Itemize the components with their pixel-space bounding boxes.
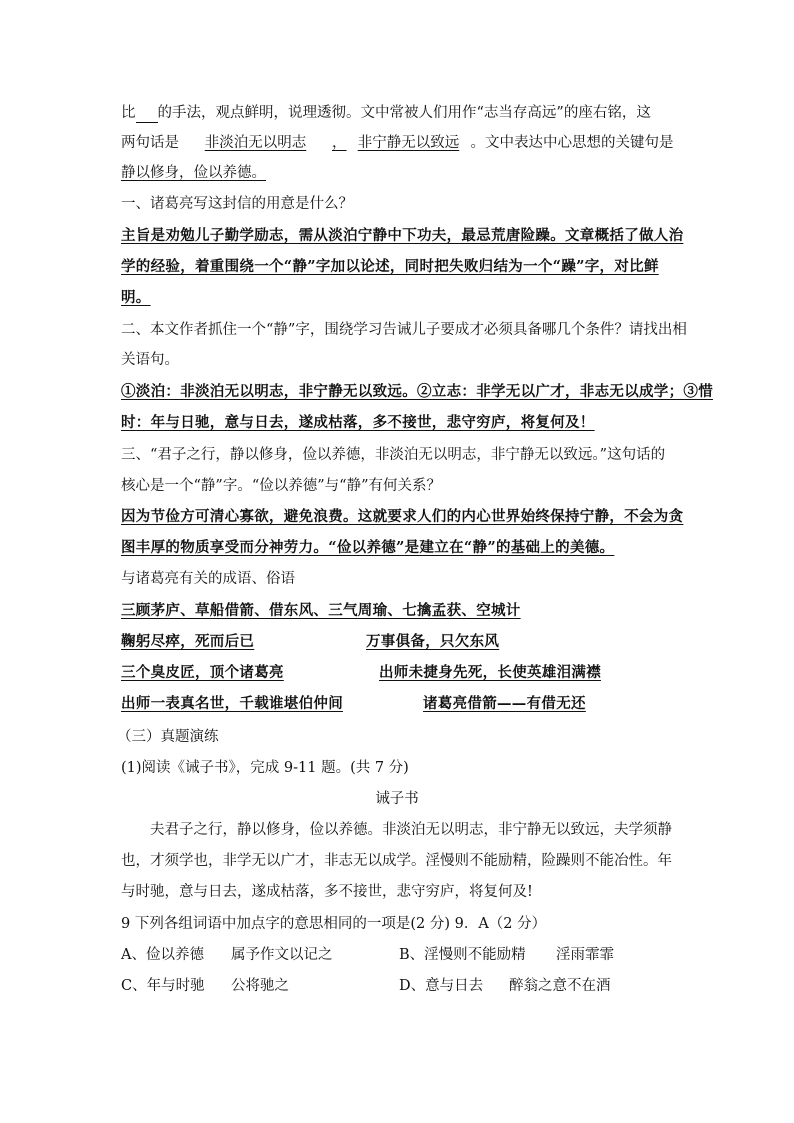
option-c-label: C、年与时驰 — [121, 978, 205, 994]
idiom-item: 出师未捷身先死，长使英雄泪满襟 — [379, 664, 601, 681]
idioms-row-2 — [121, 632, 499, 652]
answer-2-line-1: ①淡泊：非淡泊无以明志，非宁静无以致远。②立志：非学无以广才，非志无以成学；③惜 — [121, 383, 713, 400]
idioms-row-4 — [121, 694, 586, 714]
question-9: 9 下列各组词语中加点字的意思相同的一项是(2 分) 9．A（2 分） — [121, 916, 547, 932]
option-c-pair: 公将驰之 — [231, 978, 289, 994]
intro-line1-prefix: 比 — [121, 105, 136, 121]
intro-line-2 — [121, 133, 674, 153]
answer-1-line-1: 主旨是劝勉儿子勤学励志，需从淡泊宁静中下功夫，最忌荒唐险躁。文章概括了做人治 — [121, 227, 684, 244]
answer-fill-1: 非淡泊无以明志 — [204, 135, 307, 151]
passage-line-1: 夫君子之行，静以修身，俭以养德。非淡泊无以明志，非宁静无以致远，夫学须静 — [150, 822, 672, 838]
question-2-line-2: 关语句。 — [121, 352, 179, 368]
idioms-heading: 与诸葛亮有关的成语、俗语 — [121, 571, 295, 587]
idiom-item: 鞠躬尽瘁，死而后已 — [121, 633, 255, 650]
idioms-row-1: 三顾茅庐、草船借箭、借东风、三气周瑜、七擒孟获、空城计 — [121, 602, 521, 619]
question-1: 一、诸葛亮写这封信的用意是什么？ — [121, 196, 353, 212]
intro-line-1 — [121, 103, 651, 123]
idiom-item: 万事俱备，只欠东风 — [366, 633, 500, 650]
answer-1-line-2: 学的经验，着重围绕一个“静”字加以论述，同时把失败归结为一个“躁”字，对比鲜 — [121, 258, 659, 275]
passage-line-3: 与时驰，意与日去，遂成枯落，多不接世，悲守穷庐，将复何及! — [121, 884, 533, 900]
answer-3-line-2: 图丰厚的物质享受而分神劳力。“俭以养德”是建立在“静”的基础上的美德。 — [121, 539, 615, 556]
answer-comma: ， — [332, 135, 347, 151]
question-3-line-2: 核心是一个“静”字。“俭以养德”与“静”有何关系？ — [121, 478, 441, 494]
options-row-2 — [121, 976, 611, 996]
intro-line1-suffix: 的手法，观点鲜明，说理透彻。文中常被人们用作“志当存高远”的座右铭，这 — [157, 105, 651, 121]
option-b-label: B、淫慢则不能励精 — [399, 947, 526, 963]
intro-line2-suffix: 。文中表达中心思想的关键句是 — [470, 135, 674, 151]
option-a-label: A、俭以养德 — [121, 947, 204, 963]
section-title: （三）真题演练 — [117, 729, 219, 745]
option-a-pair: 属予作文以记之 — [231, 947, 333, 963]
answer-fill-2: 非宁静无以致远 — [357, 135, 460, 151]
idiom-item: 出师一表真名世，千载谁堪伯仲间 — [121, 695, 343, 712]
practice-task: (1)阅读《诫子书》，完成 9-11 题。(共 7 分) — [121, 760, 409, 776]
idioms-row-3 — [121, 663, 601, 683]
option-d-pair: 醉翁之意不在酒 — [509, 978, 611, 994]
answer-1-line-3: 明。 — [121, 289, 151, 306]
intro-line-3: 静以修身，俭以养德。 — [121, 165, 266, 181]
option-b-pair: 淫雨霏霏 — [556, 947, 614, 963]
question-2-line-1: 二、本文作者抓住一个“静”字，围绕学习告诫儿子要成才必须具备哪几个条件？请找出相 — [121, 322, 687, 338]
answer-2-line-2: 时：年与日驰，意与日去，遂成枯落，多不接世，悲守穷庐，将复何及！ — [121, 414, 595, 431]
answer-blank — [136, 106, 158, 123]
passage-line-2: 也，才须学也，非学无以广才，非志无以成学。淫慢则不能励精，险躁则不能冶性。年 — [121, 853, 672, 869]
question-3-line-1: 三、“君子之行，静以修身，俭以养德，非淡泊无以明志，非宁静无以致远。”这句话的 — [121, 447, 666, 463]
passage-title: 诫子书 — [375, 791, 419, 807]
option-d-label: D、意与日去 — [399, 978, 484, 994]
idiom-item: 三个臭皮匠，顶个诸葛亮 — [121, 664, 284, 681]
intro-line2-prefix: 两句话是 — [121, 135, 179, 151]
answer-3-line-1: 因为节俭方可清心寡欲，避免浪费。这就要求人们的内心世界始终保持宁静，不会为贪 — [121, 508, 684, 525]
idiom-item: 诸葛亮借箭——有借无还 — [423, 695, 586, 712]
options-row-1 — [121, 945, 614, 965]
